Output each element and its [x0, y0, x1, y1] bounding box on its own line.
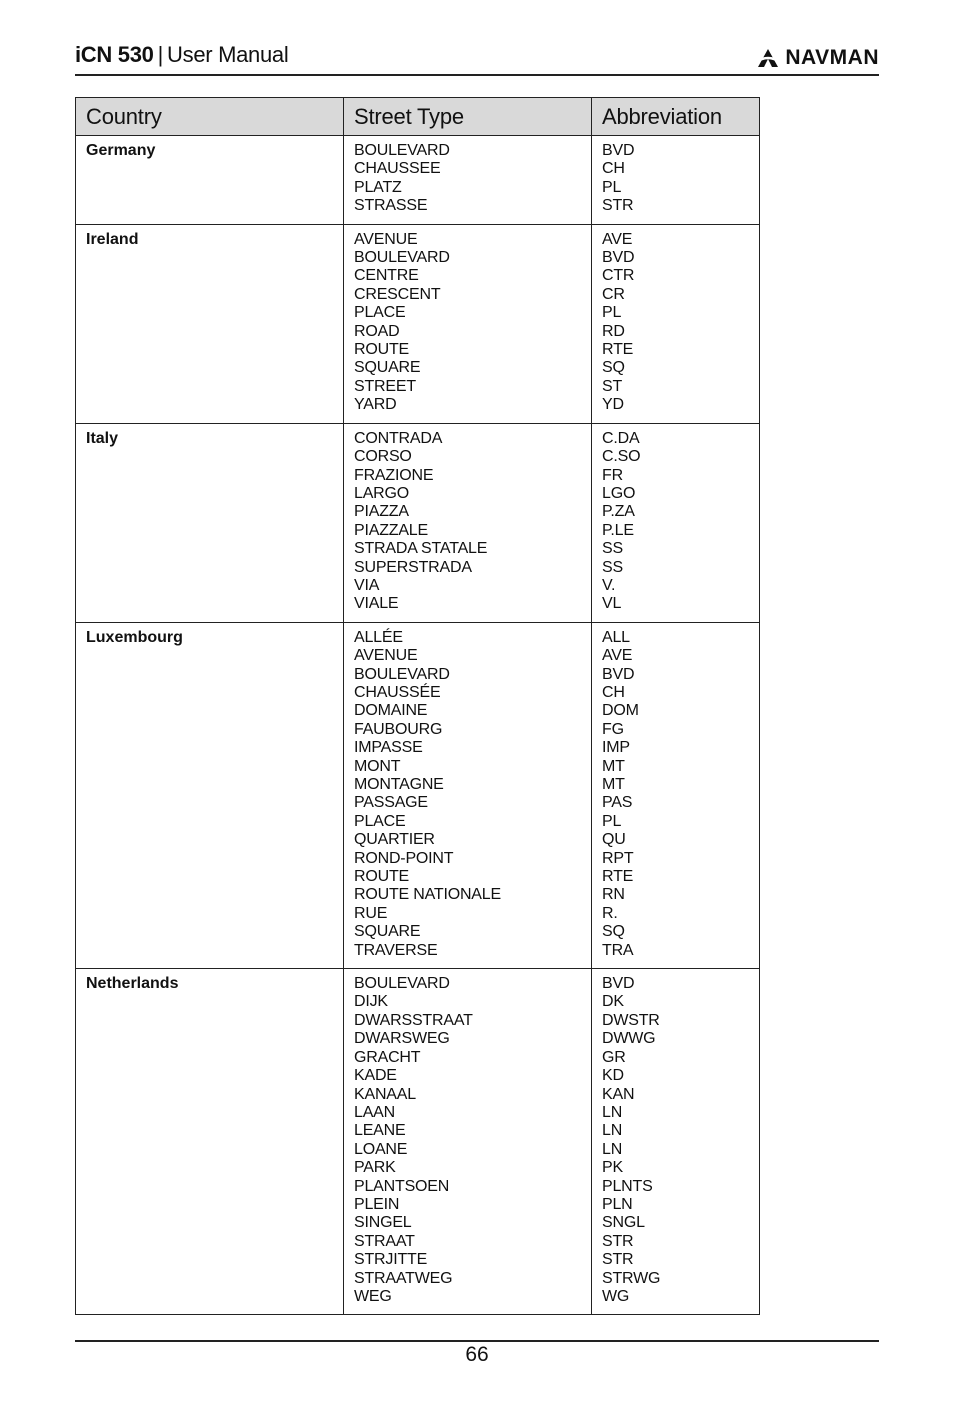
abbreviation: BVD [602, 665, 635, 683]
street-type: ROUTE [354, 868, 410, 886]
page-number: 66 [465, 1343, 489, 1366]
abbreviation: FG [602, 720, 624, 738]
street-type: CORSO [354, 448, 412, 466]
street-type: VIA [354, 576, 380, 594]
street-type: CONTRADA [354, 429, 443, 447]
street-type: PIAZZALE [354, 521, 428, 539]
street-type: LEANE [354, 1122, 406, 1140]
abbreviation: BVD [602, 142, 635, 159]
abbreviation-cell [592, 423, 760, 622]
abbreviation: C.DA [602, 429, 640, 447]
abbreviation: CH [602, 683, 625, 701]
abbreviation-cell [592, 969, 760, 1315]
street-type: ROND-POINT [354, 849, 454, 867]
abbreviation: RPT [602, 849, 634, 867]
abbreviation: IMP [602, 739, 630, 757]
abbreviation: LN [602, 1122, 623, 1140]
street-type: TRAVERSE [354, 941, 438, 959]
street-type: LOANE [354, 1140, 408, 1158]
table-row [76, 136, 760, 225]
street-type: FAUBOURG [354, 720, 443, 738]
abbreviation-cell [592, 224, 760, 423]
street-type: STRADA STATALE [354, 540, 488, 558]
document-title [75, 42, 288, 68]
abbreviation: STR [602, 197, 634, 215]
street-type: STRAATWEG [354, 1269, 453, 1287]
street-type: QUARTIER [354, 831, 435, 849]
street-type: PLEIN [354, 1195, 400, 1213]
street-type-cell [344, 622, 592, 968]
abbreviation: PLNTS [602, 1177, 653, 1195]
country-cell: Italy [76, 423, 344, 622]
street-type: ROAD [354, 322, 400, 340]
abbreviation: PAS [602, 794, 633, 812]
abbreviation: PK [602, 1159, 623, 1177]
table-row [76, 423, 760, 622]
street-type: MONTAGNE [354, 776, 444, 793]
abbreviation-cell [592, 622, 760, 968]
abbreviation: GR [602, 1048, 626, 1066]
street-type: BOULEVARD [354, 975, 450, 993]
footer-divider [75, 1340, 879, 1342]
street-type: YARD [354, 396, 397, 414]
abbreviation: P.ZA [602, 503, 635, 521]
abbreviation: BVD [602, 249, 635, 267]
abbreviation: RTE [602, 868, 634, 886]
abbreviation: RD [602, 322, 625, 340]
street-type: PIAZZA [354, 503, 409, 521]
abbreviation: DOM [602, 702, 639, 720]
brand-name: NAVMAN [785, 46, 879, 69]
abbreviation: AVE [602, 647, 633, 665]
country-cell: Germany [76, 136, 344, 225]
title-separator: | [157, 42, 164, 67]
abbreviation: PL [602, 304, 622, 322]
abbreviation: FR [602, 466, 623, 484]
street-type: VIALE [354, 595, 399, 613]
street-type: LARGO [354, 484, 410, 502]
abbreviation-cell [592, 136, 760, 225]
column-header-country: Country [76, 98, 344, 136]
street-type: BOULEVARD [354, 142, 450, 159]
column-header-abbreviation: Abbreviation [592, 98, 760, 136]
abbreviation: WG [602, 1287, 630, 1305]
street-type: FRAZIONE [354, 466, 434, 484]
street-type: CHAUSSÉE [354, 683, 441, 701]
abbreviation: DK [602, 993, 624, 1011]
abbreviation: ST [602, 377, 623, 395]
abbreviation: LGO [602, 484, 636, 502]
street-type: KADE [354, 1067, 397, 1085]
street-type: ROUTE [354, 341, 410, 359]
abbreviation: STRWG [602, 1269, 661, 1287]
abbreviation: SS [602, 540, 623, 558]
table-header-row [76, 98, 760, 136]
street-type: STRAAT [354, 1232, 415, 1250]
street-type: ROUTE NATIONALE [354, 886, 501, 904]
street-type: PLANTSOEN [354, 1177, 450, 1195]
abbreviation: TRA [602, 941, 634, 959]
page-header [75, 38, 879, 76]
street-type: MONT [354, 757, 401, 775]
street-type: AVENUE [354, 647, 418, 665]
street-type: SINGEL [354, 1214, 412, 1232]
abbreviation: CTR [602, 267, 635, 285]
brand-logo [755, 46, 879, 70]
street-type: KANAAL [354, 1085, 416, 1103]
abbreviation: SQ [602, 923, 625, 941]
abbreviation: LN [602, 1103, 623, 1121]
street-type: DWARSSTRAAT [354, 1011, 473, 1029]
abbreviation: ALL [602, 628, 630, 646]
abbreviation: AVE [602, 230, 633, 248]
street-type: SUPERSTRADA [354, 558, 472, 576]
abbreviation: PL [602, 178, 622, 196]
abbreviation: YD [602, 396, 624, 414]
abbreviation: RTE [602, 341, 634, 359]
abbreviation: V. [602, 576, 616, 594]
street-type: DWARSWEG [354, 1030, 450, 1048]
street-type: DOMAINE [354, 702, 428, 720]
street-type-cell [344, 423, 592, 622]
street-type: ALLÉE [354, 628, 403, 646]
country-cell: Luxembourg [76, 622, 344, 968]
table-row [76, 224, 760, 423]
street-type: CHAUSSEE [354, 160, 441, 178]
street-type: AVENUE [354, 230, 418, 248]
street-type: PLACE [354, 812, 406, 830]
street-type-cell [344, 136, 592, 225]
street-type: DIJK [354, 993, 388, 1011]
abbreviation: BVD [602, 975, 635, 993]
country-cell: Ireland [76, 224, 344, 423]
street-abbreviation-table [75, 97, 760, 1315]
street-type: CRESCENT [354, 285, 441, 303]
abbreviation: DWSTR [602, 1011, 660, 1029]
abbreviation: MT [602, 776, 625, 793]
street-type: PASSAGE [354, 794, 428, 812]
abbreviation: CR [602, 285, 625, 303]
abbreviation: SQ [602, 359, 625, 377]
street-type: LAAN [354, 1103, 395, 1121]
abbreviation: KD [602, 1067, 624, 1085]
street-type: BOULEVARD [354, 249, 450, 267]
street-type: RUE [354, 904, 388, 922]
table-row [76, 969, 760, 1315]
abbreviation: DWWG [602, 1030, 656, 1048]
abbreviation: KAN [602, 1085, 635, 1103]
product-model: iCN 530 [75, 42, 154, 67]
street-type: STRJITTE [354, 1251, 428, 1269]
street-type: SQUARE [354, 923, 421, 941]
abbreviation: SS [602, 558, 623, 576]
abbreviation: SNGL [602, 1214, 645, 1232]
street-type: GRACHT [354, 1048, 421, 1066]
abbreviation: QU [602, 831, 626, 849]
street-type: STRASSE [354, 197, 428, 215]
street-type: BOULEVARD [354, 665, 450, 683]
abbreviation: PL [602, 812, 622, 830]
abbreviation: MT [602, 757, 625, 775]
street-type: PLACE [354, 304, 406, 322]
abbreviation: STR [602, 1251, 634, 1269]
document-subtitle: User Manual [167, 42, 289, 67]
navman-logo-icon [755, 48, 781, 68]
table-body [76, 136, 760, 1315]
abbreviation: PLN [602, 1195, 633, 1213]
country-cell: Netherlands [76, 969, 344, 1315]
street-type: STREET [354, 377, 416, 395]
abbreviation: CH [602, 160, 625, 178]
abbreviation: RN [602, 886, 625, 904]
street-type: CENTRE [354, 267, 419, 285]
abbreviation: LN [602, 1140, 623, 1158]
table-row [76, 622, 760, 968]
street-type-cell [344, 224, 592, 423]
abbreviation: STR [602, 1232, 634, 1250]
abbreviation: VL [602, 595, 622, 613]
abbreviation: C.SO [602, 448, 641, 466]
street-type: WEG [354, 1287, 392, 1305]
street-type: PLATZ [354, 178, 402, 196]
abbreviation: R. [602, 904, 618, 922]
street-type: PARK [354, 1159, 396, 1177]
street-type: SQUARE [354, 359, 421, 377]
street-type-cell [344, 969, 592, 1315]
street-type: IMPASSE [354, 739, 423, 757]
abbreviation: P.LE [602, 521, 634, 539]
column-header-street-type: Street Type [344, 98, 592, 136]
